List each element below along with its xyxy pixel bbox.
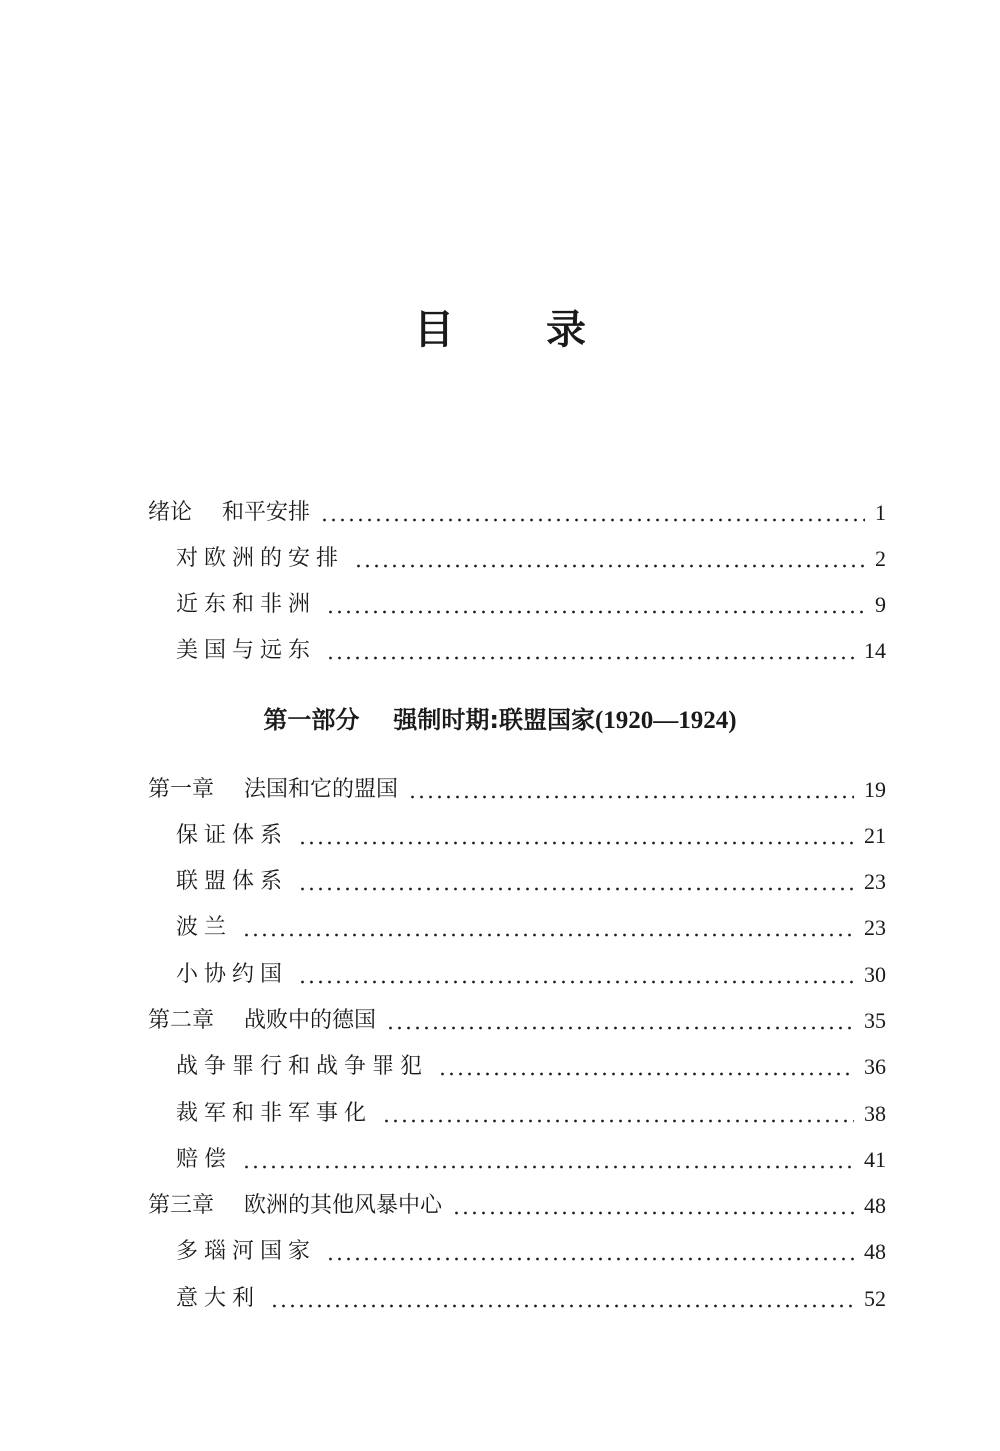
toc-entry-section[interactable] — [176, 634, 886, 666]
toc-entry-label: 对欧洲的安排 — [176, 546, 345, 571]
title-char-2: 录 — [546, 307, 586, 353]
page-number: 41 — [864, 1147, 886, 1172]
dot-leader — [326, 1237, 854, 1267]
toc-entry-section[interactable] — [176, 911, 886, 943]
dot-leader — [354, 544, 865, 574]
toc-entry-label: 近东和非洲 — [176, 592, 317, 617]
toc-entry-section[interactable] — [176, 1282, 886, 1314]
toc-entry-label: 多瑙河国家 — [176, 1239, 317, 1264]
part-years: (1920—1924) — [594, 707, 737, 734]
toc-entry-label: 第三章 欧洲的其他风暴中心 — [148, 1193, 443, 1218]
toc-entry-section[interactable] — [176, 958, 886, 990]
dot-leader — [452, 1191, 854, 1221]
toc-entry-label: 小协约国 — [176, 962, 289, 987]
part-label: 第一部分 — [263, 706, 360, 734]
page-number: 1 — [875, 500, 886, 525]
dot-leader — [326, 636, 854, 666]
toc-entry-chapter[interactable] — [148, 1189, 886, 1221]
page-number: 35 — [864, 1008, 886, 1033]
dot-leader — [382, 1099, 854, 1129]
dot-leader — [298, 960, 854, 990]
title-char-1: 目 — [414, 307, 454, 353]
toc-entry-chapter[interactable] — [148, 1004, 886, 1036]
toc-entry-label: 第一章 法国和它的盟国 — [148, 777, 399, 802]
toc-entry-label: 美国与远东 — [176, 638, 317, 663]
toc-entry-intro[interactable] — [148, 496, 886, 528]
dot-leader — [242, 913, 854, 943]
toc-entry-section[interactable] — [176, 1235, 886, 1267]
toc-entry-section[interactable] — [176, 819, 886, 851]
part-title: 强制时期:联盟国家 — [393, 706, 595, 734]
page-number: 52 — [864, 1286, 886, 1311]
toc-entry-label: 联盟体系 — [176, 869, 289, 894]
dot-leader — [408, 775, 854, 805]
toc-entry-section[interactable] — [176, 588, 886, 620]
page-number: 19 — [864, 777, 886, 802]
page-number: 14 — [864, 638, 886, 663]
dot-leader — [270, 1284, 854, 1314]
toc-entry-section[interactable] — [176, 1143, 886, 1175]
page-number: 48 — [864, 1193, 886, 1218]
toc-entry-label: 保证体系 — [176, 823, 289, 848]
dot-leader — [326, 590, 865, 620]
part-heading — [0, 700, 1000, 741]
dot-leader — [438, 1052, 854, 1082]
toc-entry-section[interactable] — [176, 1050, 886, 1082]
toc-entry-label: 裁军和非军事化 — [176, 1101, 373, 1126]
page-number: 23 — [864, 915, 886, 940]
dot-leader — [298, 821, 854, 851]
page-number: 30 — [864, 962, 886, 987]
toc-entry-label: 绪论 和平安排 — [148, 500, 311, 525]
page-number: 38 — [864, 1101, 886, 1126]
toc-entry-section[interactable] — [176, 865, 886, 897]
toc-entry-section[interactable] — [176, 542, 886, 574]
toc-entry-label: 战争罪行和战争罪犯 — [176, 1054, 429, 1079]
dot-leader — [298, 867, 854, 897]
dot-leader — [242, 1145, 854, 1175]
dot-leader — [320, 498, 865, 528]
page-number: 21 — [864, 823, 886, 848]
page-number: 2 — [875, 546, 886, 571]
toc-entry-label: 意大利 — [176, 1286, 261, 1311]
toc-entry-label: 第二章 战败中的德国 — [148, 1008, 377, 1033]
page-number: 36 — [864, 1054, 886, 1079]
page-number: 48 — [864, 1239, 886, 1264]
toc-entry-section[interactable] — [176, 1097, 886, 1129]
dot-leader — [386, 1006, 854, 1036]
page-number: 23 — [864, 869, 886, 894]
toc-entry-chapter[interactable] — [148, 773, 886, 805]
page-title — [0, 300, 1000, 360]
page-number: 9 — [875, 592, 886, 617]
toc-entry-label: 赔偿 — [176, 1147, 233, 1172]
toc-entry-label: 波兰 — [176, 915, 233, 940]
